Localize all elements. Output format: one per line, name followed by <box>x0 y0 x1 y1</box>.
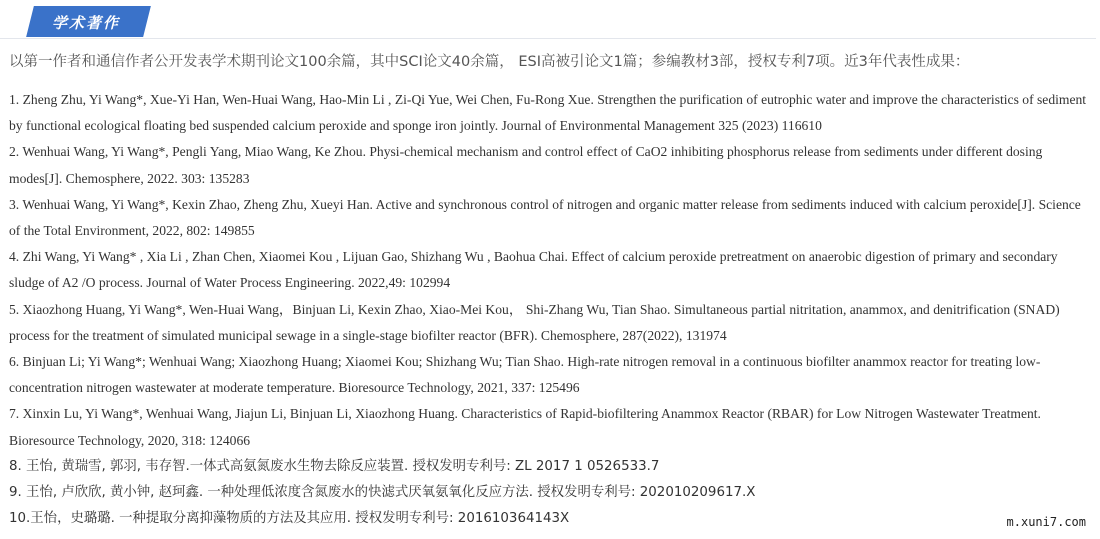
section-header <box>0 6 1096 39</box>
publication-item: 3. Wenhuai Wang, Yi Wang*, Kexin Zhao, Zheng Zhu, Xueyi Han. Active and synchronous control of nitrogen and organic matter release from sediments induced with calcium peroxide[J]. Science of the Total Environment, 2022, 802: 149855 <box>9 196 1081 239</box>
watermark: m.xuni7.com <box>1006 515 1086 529</box>
publication-item: 5. Xiaozhong Huang, Yi Wang*, Wen-Huai Wang，Binjuan Li, Kexin Zhao, Xiao-Mei Kou， Shi-Zhang Wu, Tian Shao. Simultaneous partial nitritation, anammox, and denitrification (SNAD) process for the treatment of simulated municipal sewage in a single-stage biofilter reactor (BFR). Chemosphere, 287(2022), 131974 <box>9 301 1060 343</box>
section-title: 学术著作 <box>52 14 121 32</box>
patent-item: 10.王怡，史璐璐. 一种提取分离抑藻物质的方法及其应用. 授权发明专利号: 201610364143X <box>9 510 570 526</box>
publication-item: 7. Xinxin Lu, Yi Wang*, Wenhuai Wang, Jiajun Li, Binjuan Li, Xiaozhong Huang. Characteristics of Rapid-biofiltering Anammox Reactor (RBAR) for Low Nitrogen Wastewater Treatment. Bioresource Technology, 2020, 318: 124066 <box>9 406 1041 448</box>
patent-item: 8. 王怡, 黄瑞雪, 郭羽, 韦存智.一体式高氨氮废水生物去除反应装置. 授权发明专利号: ZL 2017 1 0526533.7 <box>9 458 660 474</box>
publication-item: 1. Zheng Zhu, Yi Wang*, Xue-Yi Han, Wen-Huai Wang, Hao-Min Li , Zi-Qi Yue, Wei Chen, Fu-Rong Xue. Strengthen the purification of eutrophic water and improve the characteristics of sediment by functional ecological floating bed suspended calcium peroxide and sponge iron jointly. Journal of Environmental Management 325 (2023) 116610 <box>9 92 1087 134</box>
publication-list <box>9 87 1094 532</box>
intro-text: 以第一作者和通信作者公开发表学术期刊论文100余篇，其中SCI论文40余篇， ESI高被引论文1篇；参编教材3部，授权专利7项。近3年代表性成果： <box>9 54 970 70</box>
publication-item: 2. Wenhuai Wang, Yi Wang*, Pengli Yang, Miao Wang, Ke Zhou. Physi-chemical mechanism and control effect of CaO2 inhibiting phosphorus release from sediments under different dosing modes[J]. Chemosphere, 2022. 303: 135283 <box>9 144 1043 186</box>
patent-item: 9. 王怡, 卢欣欣, 黄小钟, 赵珂鑫. 一种处理低浓度含氮废水的快滤式厌氧氨氧化反应方法. 授权发明专利号: 202010209617.X <box>9 484 756 500</box>
publication-item: 6. Binjuan Li; Yi Wang*; Wenhuai Wang; Xiaozhong Huang; Xiaomei Kou; Shizhang Wu; Tian Shao. High-rate nitrogen removal in a continuous biofilter anammox reactor for treating low-concentration nitrogen wastewater at moderate temperature. Bioresource Technology, 2021, 337: 125496 <box>9 354 1041 396</box>
publication-item: 4. Zhi Wang, Yi Wang* , Xia Li , Zhan Chen, Xiaomei Kou , Lijuan Gao, Shizhang Wu , Baohua Chai. Effect of calcium peroxide pretreatment on anaerobic digestion of primary and secondary sludge of A2 /O process. Journal of Water Process Engineering. 2022,49: 102994 <box>9 249 1058 291</box>
